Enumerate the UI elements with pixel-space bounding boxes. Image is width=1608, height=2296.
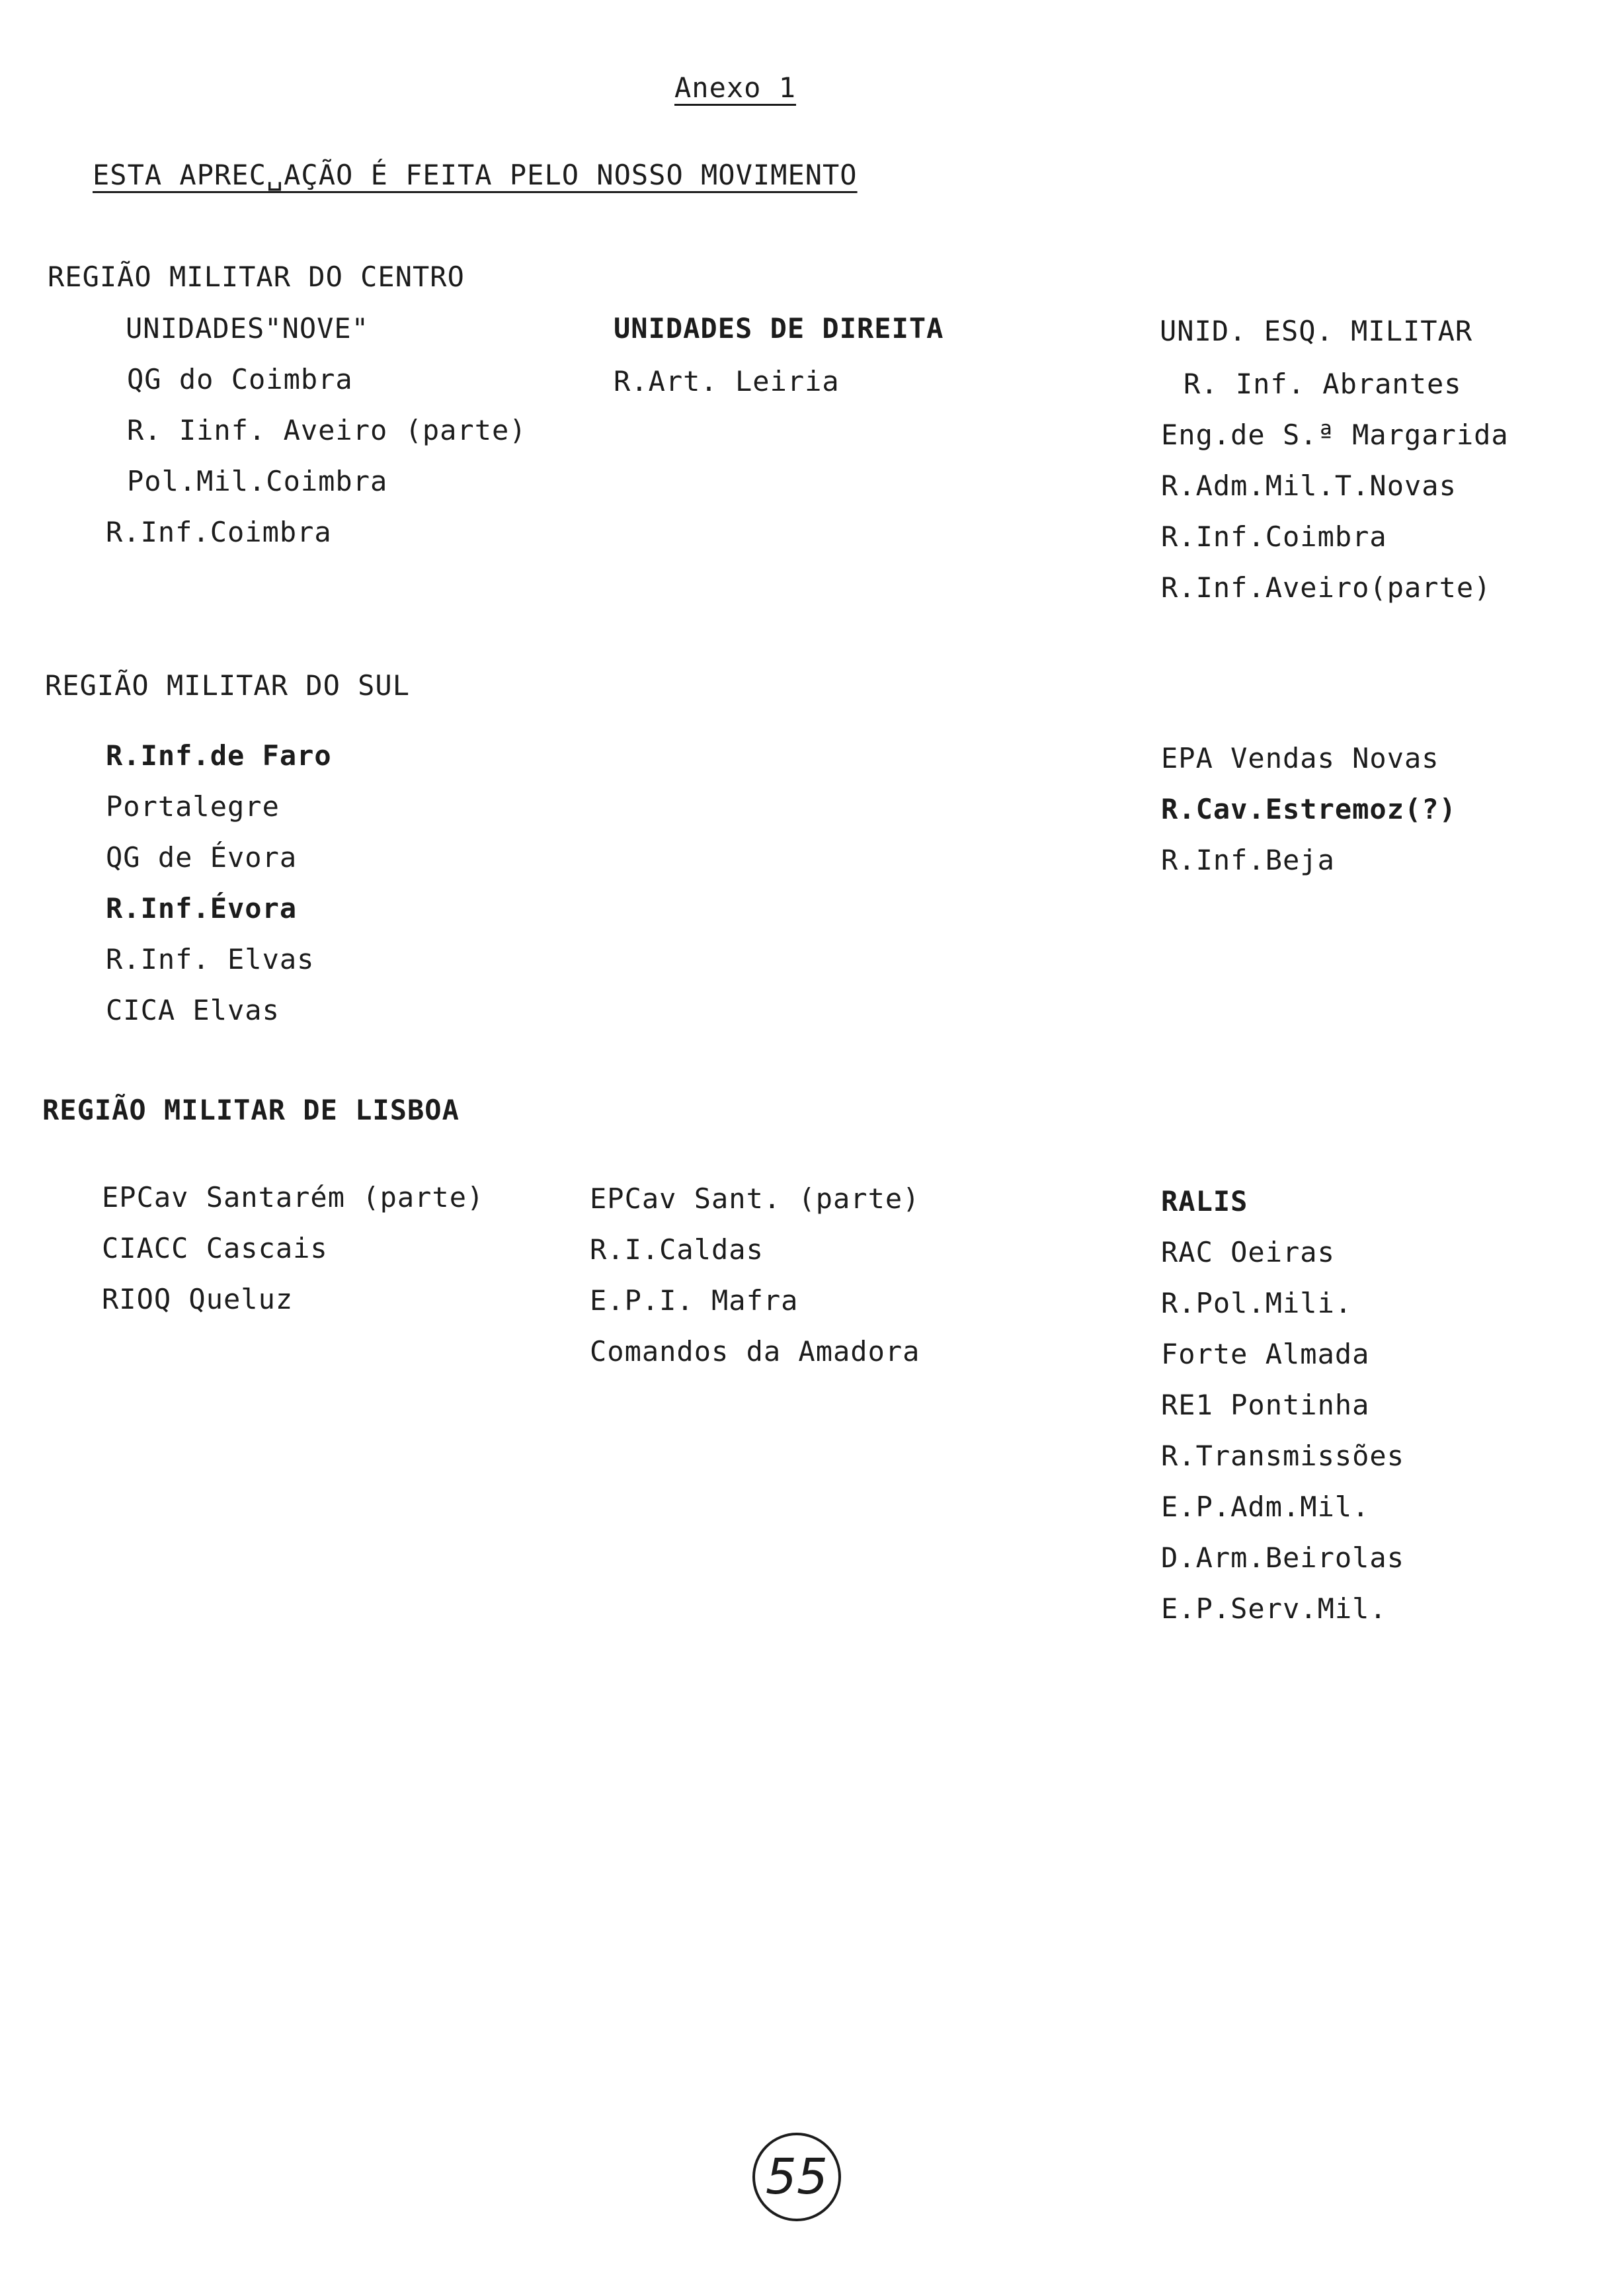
list-item: EPCav Sant. (parte) [590,1182,920,1215]
list-item: Eng.de S.ª Margarida [1161,419,1509,451]
list-item: Forte Almada [1161,1338,1370,1370]
list-item: R. Inf. Abrantes [1184,368,1462,400]
list-item: Comandos da Amadora [590,1335,920,1368]
list-item: QG do Coimbra [127,363,353,395]
centro-col3-header: UNID. ESQ. MILITAR [1160,315,1473,347]
document-heading: ESTA APREC␣AÇÃO É FEITA PELO NOSSO MOVIMENTO [93,159,858,191]
list-item: R.Inf.Aveiro(parte) [1161,571,1492,604]
centro-col2-header: UNIDADES DE DIREITA [614,312,944,345]
list-item: R.Inf.Coimbra [1161,520,1387,553]
list-item: R.Inf.Beja [1161,844,1335,876]
section-title-centro: REGIÃO MILITAR DO CENTRO [48,261,465,293]
list-item: R.Transmissões [1161,1440,1405,1472]
list-item: EPCav Santarém (parte) [102,1181,485,1213]
page-number-stamp: 55 [752,2133,841,2221]
list-item: E.P.I. Mafra [590,1284,799,1317]
list-item: RIOQ Queluz [102,1283,294,1315]
list-item: QG de Évora [106,841,298,874]
centro-col1-header: UNIDADES"NOVE" [126,312,370,345]
list-item: RE1 Pontinha [1161,1389,1370,1421]
list-item: D.Arm.Beirolas [1161,1541,1405,1574]
list-item: RAC Oeiras [1161,1236,1335,1268]
list-item: R. Iinf. Aveiro (parte) [127,414,527,446]
section-title-sul: REGIÃO MILITAR DO SUL [45,669,411,702]
list-item: R.I.Caldas [590,1233,764,1266]
list-item: R.Inf.Évora [106,892,298,924]
list-item: R.Inf.Coimbra [106,516,332,548]
list-item: CICA Elvas [106,994,280,1026]
list-item: RALIS [1161,1185,1248,1217]
annex-label: Anexo 1 [674,71,797,104]
list-item: CIACC Cascais [102,1232,328,1264]
list-item: E.P.Serv.Mil. [1161,1592,1387,1625]
list-item: EPA Vendas Novas [1161,742,1439,774]
list-item: E.P.Adm.Mil. [1161,1491,1370,1523]
section-title-lisboa: REGIÃO MILITAR DE LISBOA [42,1094,460,1126]
list-item: R.Art. Leiria [614,365,840,397]
list-item: R.Inf.de Faro [106,739,332,772]
list-item: R.Adm.Mil.T.Novas [1161,470,1457,502]
list-item: R.Cav.Estremoz(?) [1161,793,1457,825]
list-item: R.Pol.Mili. [1161,1287,1353,1319]
list-item: R.Inf. Elvas [106,943,315,975]
list-item: Pol.Mil.Coimbra [127,465,388,497]
list-item: Portalegre [106,790,280,823]
